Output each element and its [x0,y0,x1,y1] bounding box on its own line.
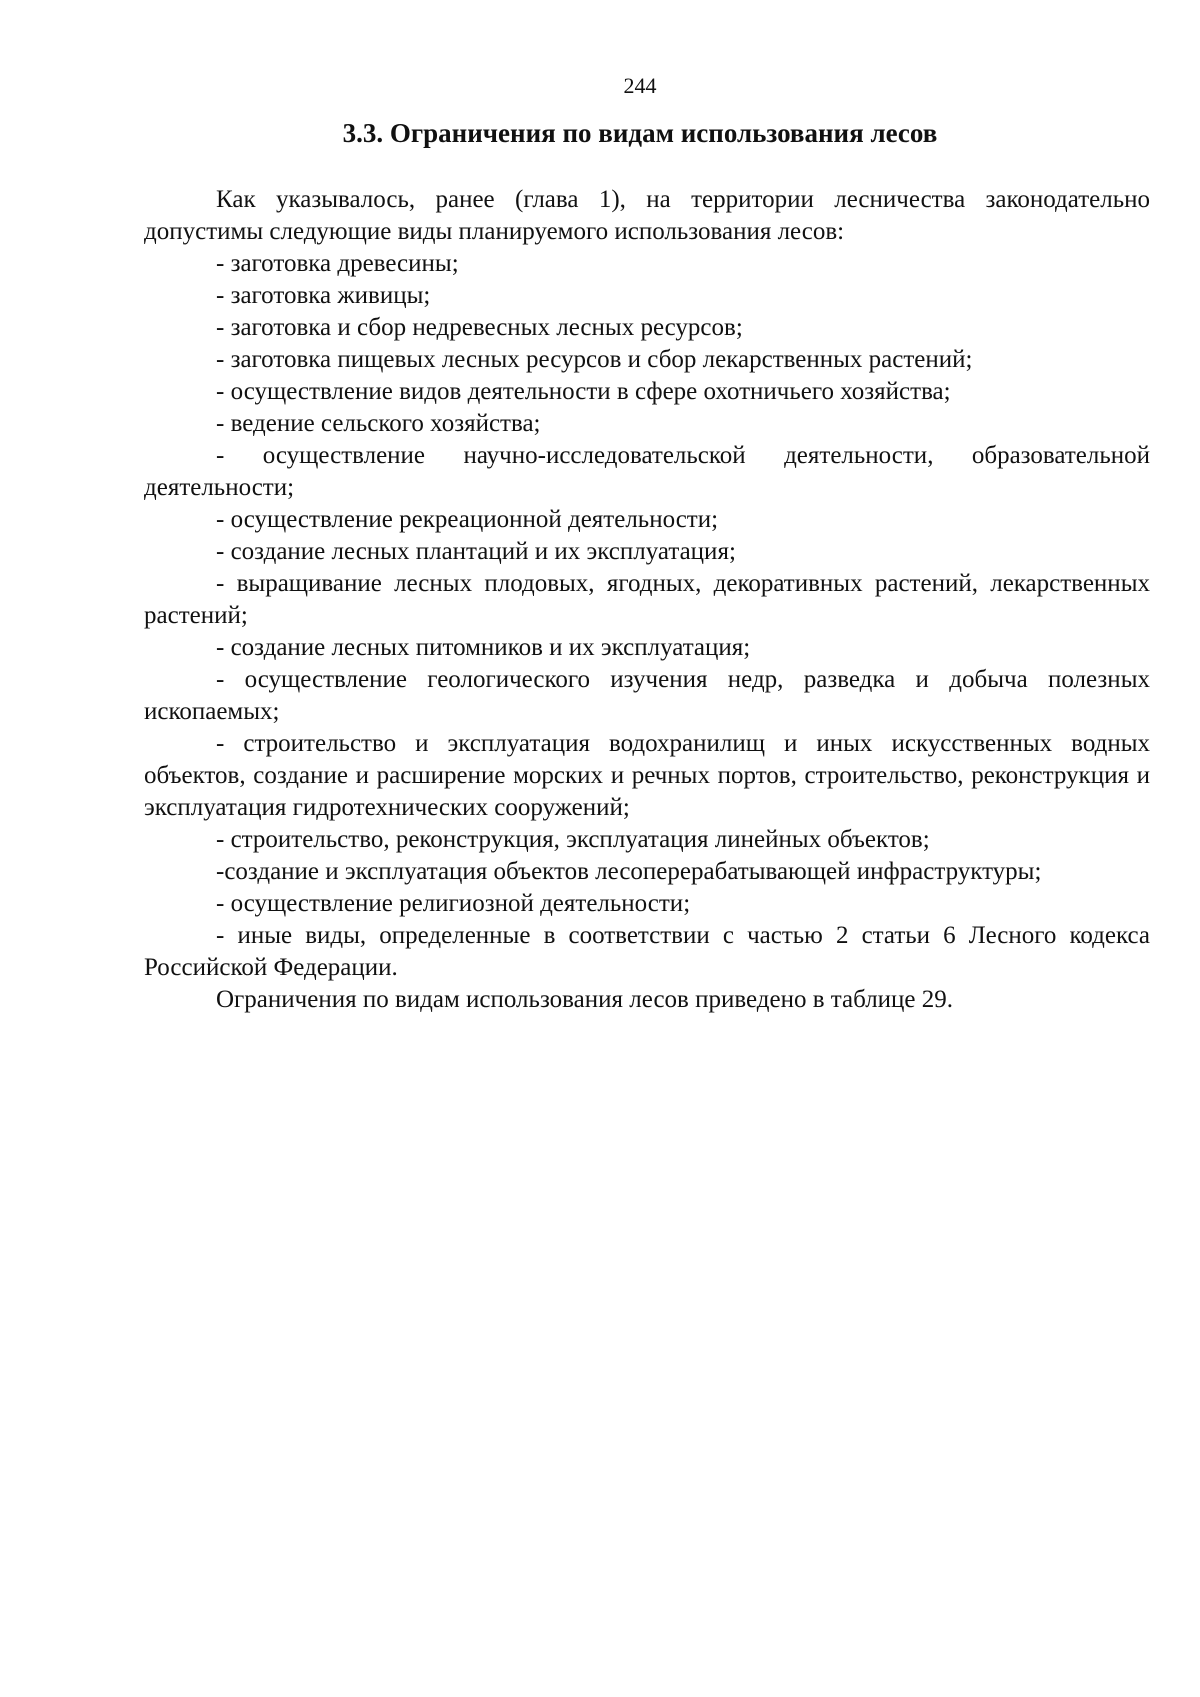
list-item: - заготовка древесины; [216,250,459,277]
list-item: - ведение сельского хозяйства; [216,410,541,437]
list-item: - строительство и эксплуатация водохранилищ и иных искусственных водных объектов, создание и расширение морских и речных портов, строительство, реконструкция и эксплуатация гидротехнических сооружений; [144,730,1150,821]
list-item: -создание и эксплуатация объектов лесоперерабатывающей инфраструктуры; [216,858,1042,885]
list-item: - заготовка пищевых лесных ресурсов и сбор лекарственных растений; [216,346,973,373]
list-item: - создание лесных питомников и их эксплуатация; [216,634,751,661]
section-title: 3.3. Ограничения по видам использования лесов [342,118,938,148]
list-item: - осуществление рекреационной деятельности; [216,506,719,533]
list-item: - выращивание лесных плодовых, ягодных, декоративных растений, лекарственных растений; [144,570,1150,629]
list-item: - иные виды, определенные в соответствии с частью 2 статьи 6 Лесного кодекса Российской Федерации. [144,922,1150,981]
list-item: - осуществление видов деятельности в сфере охотничьего хозяйства; [216,378,951,405]
closing-paragraph: Ограничения по видам использования лесов приведено в таблице 29. [216,986,954,1013]
page-number: 244 [623,73,657,98]
list-item: - заготовка и сбор недревесных лесных ресурсов; [216,314,743,341]
list-item: - осуществление религиозной деятельности; [216,890,691,917]
intro-paragraph: Как указывалось, ранее (глава 1), на территории лесничества законодательно допустимы следующие виды планируемого использования лесов: [144,186,1150,245]
list-item: - создание лесных плантаций и их эксплуатация; [216,538,736,565]
list-item: - осуществление научно-исследовательской деятельности, образовательной деятельности; [144,442,1150,501]
list-item: - заготовка живицы; [216,282,431,309]
list-item: - осуществление геологического изучения недр, разведка и добыча полезных ископаемых; [144,666,1150,725]
list-item: - строительство, реконструкция, эксплуатация линейных объектов; [216,826,930,853]
body-text [144,184,1150,1016]
